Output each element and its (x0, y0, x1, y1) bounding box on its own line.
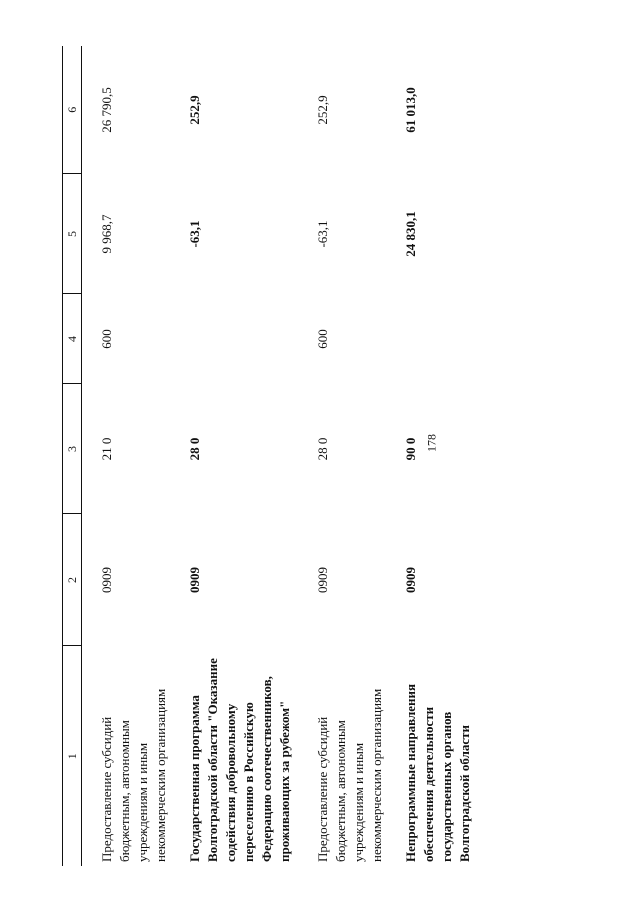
row-expense-type: 600 (99, 329, 114, 349)
row-change-amount: -63,1 (315, 220, 330, 248)
header-col-2: 2 (63, 514, 82, 646)
table-row (386, 46, 492, 866)
table-header-row (63, 46, 82, 866)
row-change-amount: 9 968,7 (99, 214, 114, 254)
header-col-1: 1 (63, 646, 82, 866)
row-name: Государственная программа Волгоградской области "Оказание содействия добровольному переселению в Российскую Федерацию соотечественников, проживающих за рубежом" (187, 658, 292, 862)
row-change-amount: 24 830,1 (403, 211, 418, 257)
row-section-code: 0909 (99, 567, 114, 593)
header-col-6: 6 (63, 46, 82, 174)
row-section-code: 0909 (403, 567, 418, 593)
row-program-code: 28 0 (315, 437, 330, 461)
header-col-4: 4 (63, 294, 82, 384)
budget-table-container (62, 46, 640, 866)
row-name: Непрограммные направления обеспечения деятельности государственных органов Волгоградской области (403, 683, 472, 862)
row-expense-type (386, 294, 492, 384)
row-change-amount: -63,1 (187, 220, 202, 248)
budget-table (62, 46, 492, 866)
row-name: Предоставление субсидий бюджетным, автономным учреждениям и иным некоммерческим организациям (315, 688, 384, 862)
row-program-code: 90 0 (403, 437, 418, 461)
header-col-5: 5 (63, 174, 82, 294)
table-row (298, 46, 386, 866)
row-program-code: 21 0 (99, 437, 114, 461)
table-row (170, 46, 298, 866)
row-total-amount: 252,9 (315, 95, 330, 125)
row-total-amount: 26 790,5 (99, 87, 114, 133)
table-row (82, 46, 171, 866)
row-expense-type (170, 294, 298, 384)
row-total-amount: 61 013,0 (403, 87, 418, 133)
header-col-3: 3 (63, 384, 82, 514)
page-number: 178 (424, 434, 439, 452)
row-expense-type: 600 (315, 329, 330, 349)
row-section-code: 0909 (315, 567, 330, 593)
row-section-code: 0909 (187, 567, 202, 593)
row-total-amount: 252,9 (187, 95, 202, 125)
row-program-code: 28 0 (187, 437, 202, 461)
row-name: Предоставление субсидий бюджетным, автономным учреждениям и иным некоммерческим организациям (99, 688, 168, 862)
